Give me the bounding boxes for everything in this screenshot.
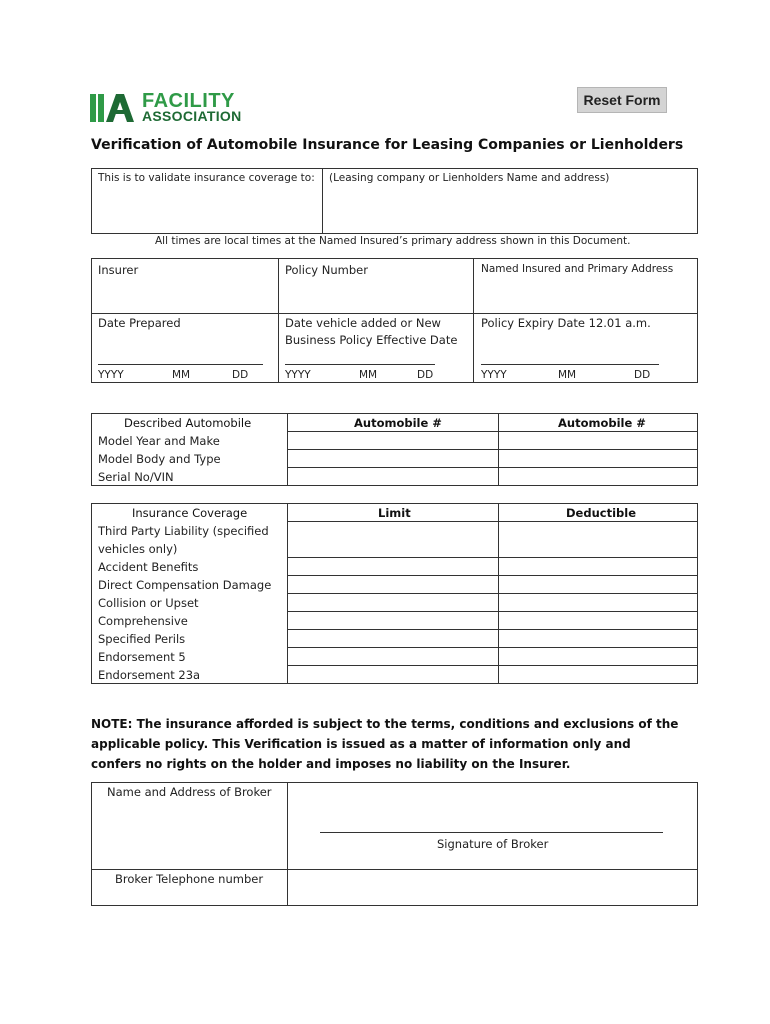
fa-logo-icon — [90, 92, 136, 124]
limit-header: Limit — [378, 506, 411, 520]
cov-row-comprehensive: Comprehensive — [98, 614, 188, 628]
broker-name-address-label: Name and Address of Broker — [107, 785, 272, 799]
page-title: Verification of Automobile Insurance for Leasing Companies or Lienholders — [91, 137, 684, 153]
broker-telephone-label: Broker Telephone number — [115, 872, 264, 886]
cov-row-specified-perils: Specified Perils — [98, 632, 186, 646]
holder-name-address-input[interactable] — [323, 190, 697, 233]
policy-number-label: Policy Number — [285, 263, 368, 277]
date-prepared-mm: MM — [172, 369, 191, 381]
date-added-mm: MM — [359, 369, 378, 381]
facility-association-logo — [90, 92, 250, 124]
date-added-label-2: Business Policy Effective Date — [285, 333, 458, 347]
validate-input[interactable] — [92, 190, 321, 233]
holder-label: (Leasing company or Lienholders Name and address) — [329, 172, 610, 184]
cov-row-tpl-1: Third Party Liability (specified — [98, 524, 269, 538]
expiry-label: Policy Expiry Date 12.01 a.m. — [481, 316, 651, 330]
broker-name-address-input[interactable] — [288, 783, 697, 823]
date-added-line[interactable] — [285, 364, 435, 365]
logo-text-association: ASSOCIATION — [142, 108, 242, 124]
auto-row-body-type: Model Body and Type — [98, 452, 221, 466]
cov-row-direct-compensation: Direct Compensation Damage — [98, 578, 272, 592]
logo-text-facility: FACILITY — [142, 90, 235, 112]
broker-signature-line[interactable] — [320, 832, 663, 833]
automobile-col2-header: Automobile # — [558, 416, 646, 430]
validate-label: This is to validate insurance coverage to: — [98, 172, 315, 184]
deductible-header: Deductible — [566, 506, 636, 520]
insurer-label: Insurer — [98, 263, 139, 277]
named-insured-label: Named Insured and Primary Address — [481, 263, 674, 275]
insurance-note: NOTE: The insurance afforded is subject to the terms, conditions and exclusions of the applicable policy. This Verification is issued as a matter of information only and confers no rights on the holder and imposes no liability on the Insurer. — [91, 717, 679, 771]
date-prepared-line[interactable] — [98, 364, 263, 365]
insurance-coverage-header: Insurance Coverage — [132, 506, 248, 520]
cov-row-tpl-2: vehicles only) — [98, 542, 178, 556]
expiry-dd: DD — [634, 369, 651, 381]
local-times-note: All times are local times at the Named Insured’s primary address shown in this Document. — [155, 235, 631, 247]
expiry-line[interactable] — [481, 364, 659, 365]
date-added-yyyy: YYYY — [285, 369, 311, 381]
date-prepared-dd: DD — [232, 369, 249, 381]
auto-row-year-make: Model Year and Make — [98, 434, 220, 448]
broker-signature-label: Signature of Broker — [437, 837, 549, 851]
date-added-label-1: Date vehicle added or New — [285, 316, 441, 330]
reset-form-button[interactable]: Reset Form — [577, 87, 667, 113]
expiry-mm: MM — [558, 369, 577, 381]
policy-number-input[interactable] — [279, 280, 472, 312]
expiry-yyyy: YYYY — [481, 369, 507, 381]
described-automobile-header: Described Automobile — [124, 416, 252, 430]
insurer-input[interactable] — [92, 280, 277, 312]
auto-row-vin: Serial No/VIN — [98, 470, 174, 484]
cov-row-accident-benefits: Accident Benefits — [98, 560, 199, 574]
cov-row-collision: Collision or Upset — [98, 596, 199, 610]
date-prepared-label: Date Prepared — [98, 316, 181, 330]
cov-row-endorsement-5: Endorsement 5 — [98, 650, 186, 664]
cov-row-endorsement-23a: Endorsement 23a — [98, 668, 201, 682]
named-insured-input[interactable] — [474, 280, 697, 312]
date-added-dd: DD — [417, 369, 434, 381]
automobile-col1-header: Automobile # — [354, 416, 442, 430]
broker-telephone-input[interactable] — [288, 870, 697, 905]
date-prepared-yyyy: YYYY — [98, 369, 124, 381]
